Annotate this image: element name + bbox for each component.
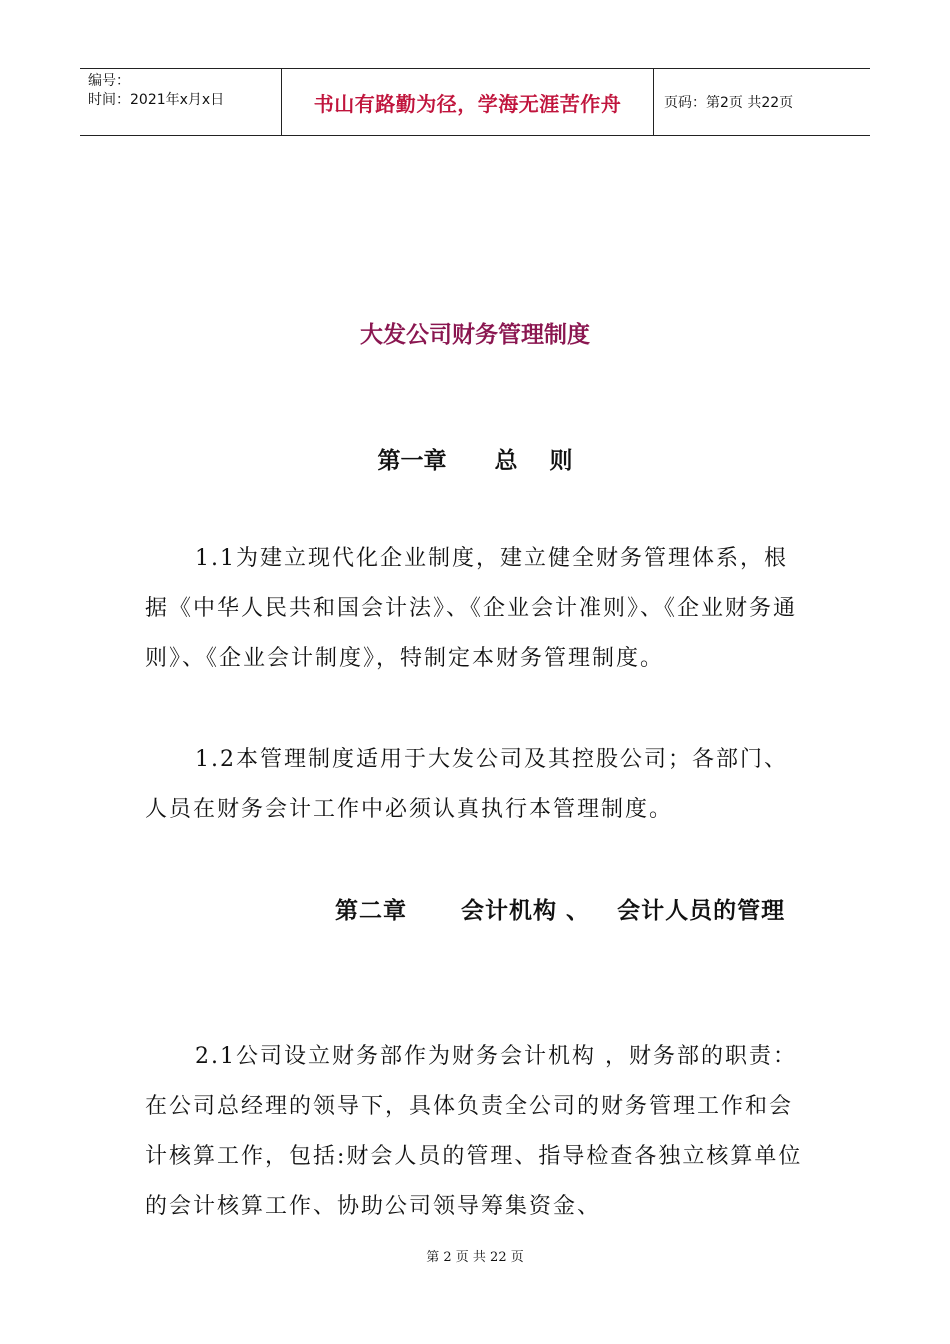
header-meta-cell [80,69,282,135]
header-page-info: 页码：第2页 共22页 [664,95,794,111]
page-footer: 第 2 页 共 22 页 [426,1250,524,1265]
page-header [80,68,870,136]
paragraph-1-1: 1.1为建立现代化企业制度，建立健全财务管理体系，根据《中华人民共和国会计法》、《企业会计准则》、《企业财务通则》、《企业会计制度》，特制定本财务管理制度。 [145,546,798,671]
chapter-2-heading: 第二章 会计机构 、 会计人员的管理 [335,898,786,924]
document-time-label: 时间：2021年x月x日 [88,92,225,108]
chapter-1-heading: 第一章 总 则 [377,448,573,474]
header-motto: 书山有路勤为径，学海无涯苦作舟 [282,69,654,135]
paragraph-2-1: 2.1公司设立财务部作为财务会计机构 ，财务部的职责：在公司总经理的领导下，具体负责全公司的财务管理工作和会计核算工作，包括:财会人员的管理、指导检查各独立核算单位的会计核算工作、协助公司领导筹集资金、 [145,1044,803,1219]
document-title: 大发公司财务管理制度 [360,322,590,348]
document-number-label: 编号： [88,73,130,89]
paragraph-1-2: 1.2本管理制度适用于大发公司及其控股公司；各部门、人员在财务会计工作中必须认真执行本管理制度。 [145,747,788,822]
